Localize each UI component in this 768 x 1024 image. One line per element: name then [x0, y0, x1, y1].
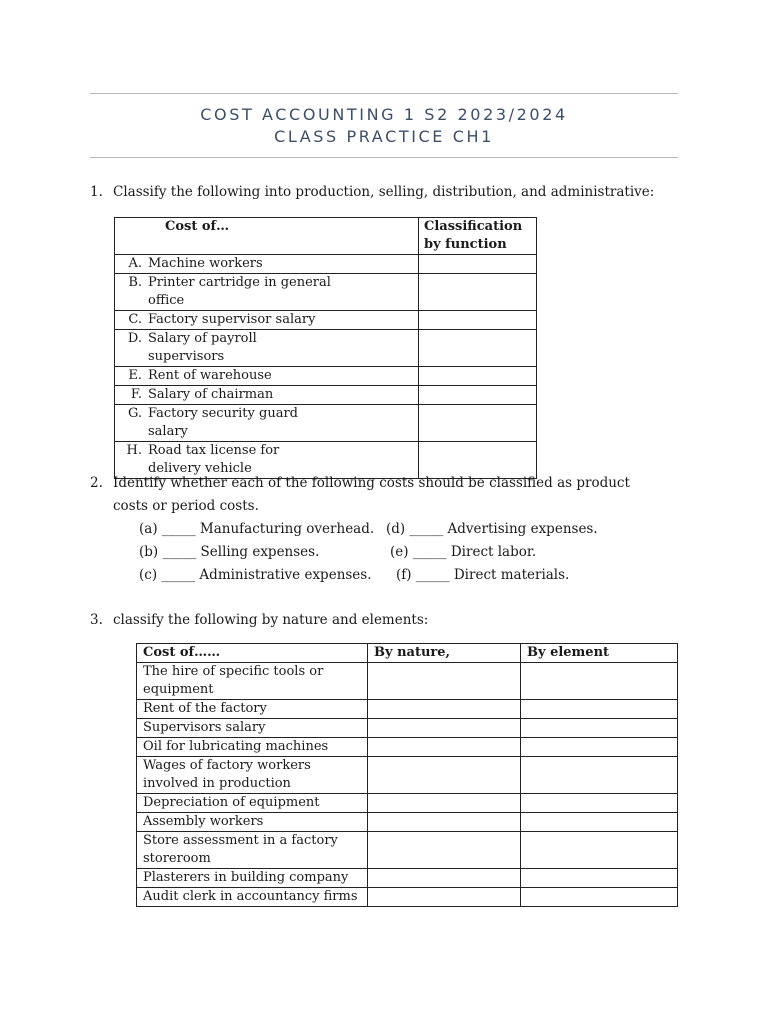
element-cell[interactable] — [521, 832, 678, 869]
element-cell[interactable] — [521, 869, 678, 888]
table-row: G. Factory security guard salary — [115, 405, 537, 442]
bottom-rule — [90, 157, 678, 158]
element-cell[interactable] — [521, 719, 678, 738]
table-row: H. Road tax license for delivery vehicle — [115, 442, 537, 479]
nature-element-table — [136, 643, 678, 907]
answer-cell[interactable] — [419, 405, 537, 442]
answer-cell[interactable] — [419, 255, 537, 274]
question-2-number: 2. — [90, 475, 103, 491]
nature-cell[interactable] — [368, 738, 521, 757]
answer-cell[interactable] — [419, 330, 537, 367]
answer-cell[interactable] — [419, 386, 537, 405]
option-f: (f) _____ Direct materials. — [396, 567, 570, 583]
table-row: C. Factory supervisor salary — [115, 311, 537, 330]
table-row: Assembly workers — [137, 813, 678, 832]
table-row: Wages of factory workers involved in production — [137, 757, 678, 794]
table-row: Rent of the factory — [137, 700, 678, 719]
option-b: (b) _____ Selling expenses. — [139, 544, 320, 560]
table-row: A. Machine workers — [115, 255, 537, 274]
table-row: Audit clerk in accountancy firms — [137, 888, 678, 907]
table-header-row — [137, 644, 678, 663]
element-cell[interactable] — [521, 757, 678, 794]
table-row: Plasterers in building company — [137, 869, 678, 888]
header-by-element: By element — [521, 644, 678, 663]
element-cell[interactable] — [521, 813, 678, 832]
title-line-1: COST ACCOUNTING 1 S2 2023/2024 — [200, 105, 568, 124]
title-line-2: CLASS PRACTICE CH1 — [274, 127, 494, 146]
option-e: (e) _____ Direct labor. — [390, 544, 537, 560]
table-row: F. Salary of chairman — [115, 386, 537, 405]
answer-cell[interactable] — [419, 274, 537, 311]
function-classification-table — [114, 217, 537, 479]
table-row: Store assessment in a factory storeroom — [137, 832, 678, 869]
table-row: Oil for lubricating machines — [137, 738, 678, 757]
option-c: (c) _____ Administrative expenses. — [139, 567, 372, 583]
option-d: (d) _____ Advertising expenses. — [386, 521, 598, 537]
answer-cell[interactable] — [419, 367, 537, 386]
nature-cell[interactable] — [368, 888, 521, 907]
table-row: E. Rent of warehouse — [115, 367, 537, 386]
header-classification: Classification by function — [419, 218, 537, 255]
element-cell[interactable] — [521, 738, 678, 757]
nature-cell[interactable] — [368, 700, 521, 719]
question-2-text: Identify whether each of the following costs should be classified as product costs or period costs. — [113, 475, 630, 514]
question-1-text: Classify the following into production, selling, distribution, and administrative: — [113, 184, 655, 200]
nature-cell[interactable] — [368, 869, 521, 888]
document-title — [90, 104, 678, 148]
nature-cell[interactable] — [368, 832, 521, 869]
table-header-row — [115, 218, 537, 255]
table-row: B. Printer cartridge in general office — [115, 274, 537, 311]
table-row: D. Salary of payroll supervisors — [115, 330, 537, 367]
element-cell[interactable] — [521, 663, 678, 700]
nature-cell[interactable] — [368, 663, 521, 700]
nature-cell[interactable] — [368, 813, 521, 832]
header-cost-of: Cost of… — [115, 218, 419, 255]
option-a: (a) _____ Manufacturing overhead. — [139, 521, 375, 537]
table-row: The hire of specific tools or equipment — [137, 663, 678, 700]
answer-cell[interactable] — [419, 311, 537, 330]
element-cell[interactable] — [521, 794, 678, 813]
top-rule — [90, 93, 678, 94]
question-1-number: 1. — [90, 184, 103, 200]
nature-cell[interactable] — [368, 719, 521, 738]
header-by-nature: By nature, — [368, 644, 521, 663]
question-3-number: 3. — [90, 612, 103, 628]
question-3-text: classify the following by nature and elements: — [113, 612, 429, 628]
table-row: Depreciation of equipment — [137, 794, 678, 813]
nature-cell[interactable] — [368, 757, 521, 794]
element-cell[interactable] — [521, 888, 678, 907]
nature-cell[interactable] — [368, 794, 521, 813]
table-row: Supervisors salary — [137, 719, 678, 738]
element-cell[interactable] — [521, 700, 678, 719]
header-cost-of: Cost of…… — [137, 644, 368, 663]
